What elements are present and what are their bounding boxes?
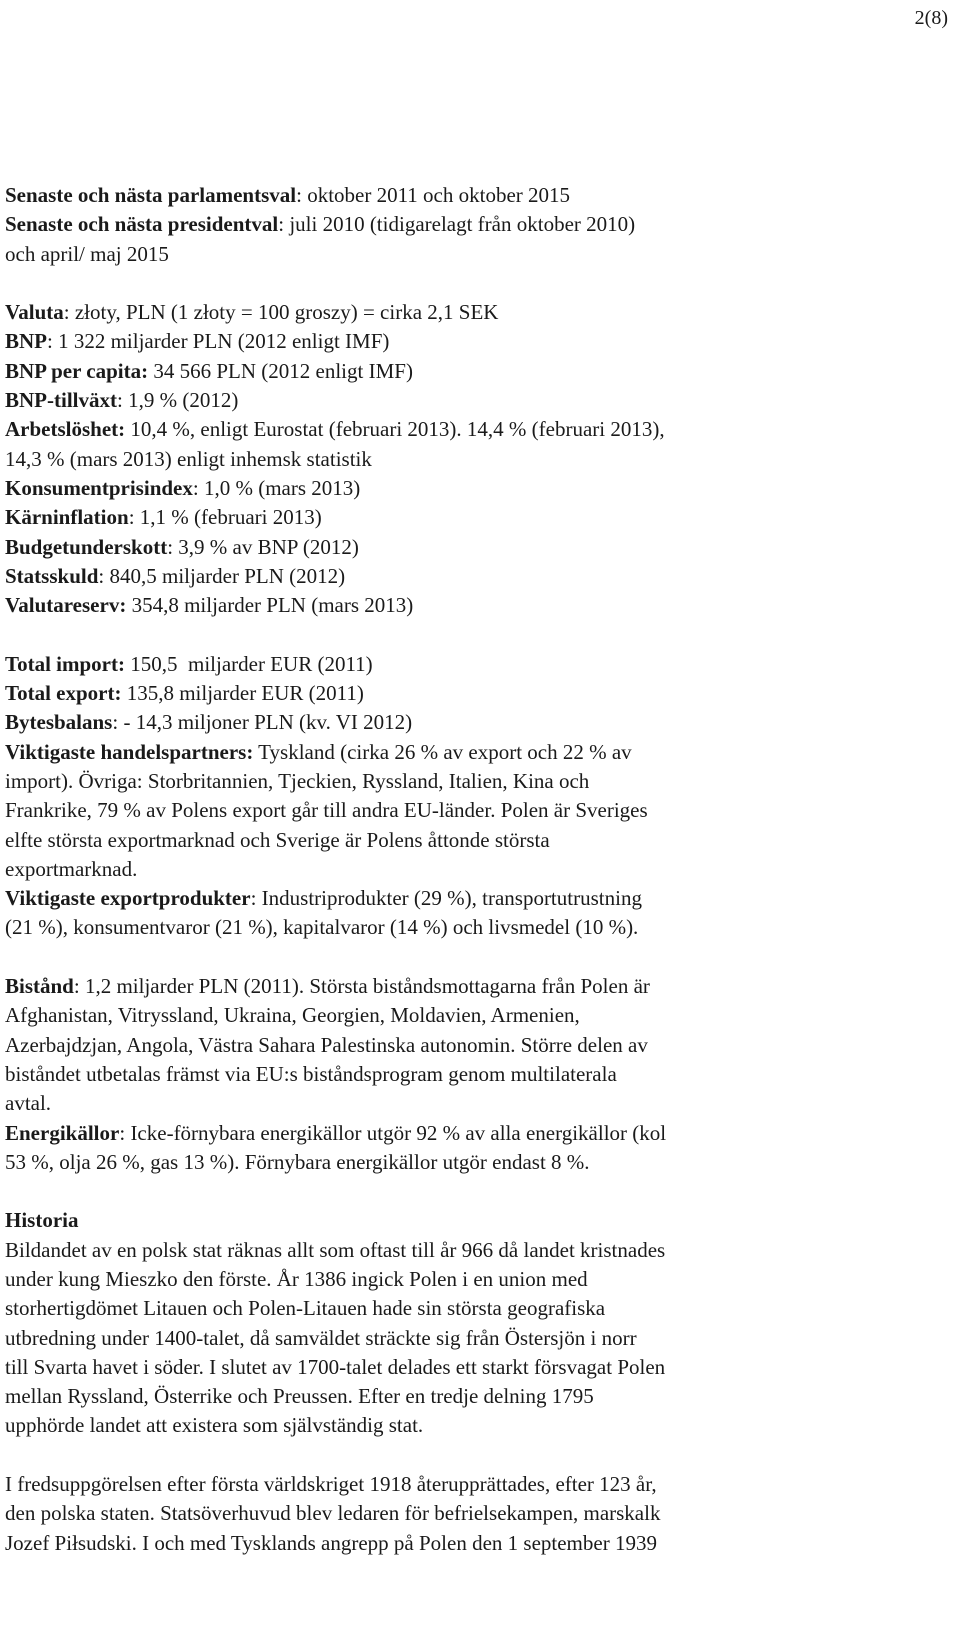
fact-text: exportmarknad. bbox=[5, 856, 138, 881]
fact-text: Tyskland (cirka 26 % av export och 22 % av bbox=[253, 739, 632, 764]
text-line bbox=[5, 1119, 805, 1148]
fact-text: 1,1 % (februari 2013) bbox=[134, 505, 322, 530]
fact-text: I fredsuppgörelsen efter första världskriget 1918 återupprättades, efter 123 år, bbox=[5, 1472, 657, 1497]
text-line bbox=[5, 445, 805, 474]
fact-text: Jozef Piłsudski. I och med Tysklands angrepp på Polen den 1 september 1939 bbox=[5, 1530, 657, 1555]
text-line bbox=[5, 796, 805, 825]
fact-label: Valuta bbox=[5, 300, 64, 325]
label-separator: : bbox=[192, 475, 199, 500]
fact-text: biståndet utbetalas främst via EU:s biståndsprogram genom multilaterala bbox=[5, 1061, 617, 1086]
fact-text: 14,3 % (mars 2013) enligt inhemsk statistik bbox=[5, 446, 372, 471]
text-line bbox=[5, 240, 805, 269]
label-separator: : bbox=[119, 1120, 126, 1145]
fact-text: 1,0 % (mars 2013) bbox=[198, 475, 361, 500]
text-line bbox=[5, 913, 805, 942]
text-line bbox=[5, 1001, 805, 1030]
fact-text: till Svarta havet i söder. I slutet av 1700-talet delades ett starkt försvagat Polen bbox=[5, 1354, 666, 1379]
label-separator: : bbox=[73, 974, 80, 999]
text-line bbox=[5, 1148, 805, 1177]
fact-text: Azerbajdzjan, Angola, Västra Sahara Palestinska autonomin. Större delen av bbox=[5, 1032, 648, 1057]
page-number: 2(8) bbox=[914, 7, 948, 29]
text-line bbox=[5, 357, 805, 386]
label-separator: : bbox=[296, 183, 302, 207]
fact-text: (21 %), konsumentvaror (21 %), kapitalvaror (14 %) och livsmedel (10 %). bbox=[5, 915, 639, 940]
fact-text: 3,9 % av BNP (2012) bbox=[173, 534, 359, 559]
text-line bbox=[5, 1382, 805, 1411]
text-line bbox=[5, 1236, 805, 1265]
text-line bbox=[5, 1353, 805, 1382]
fact-text: 34 566 PLN (2012 enligt IMF) bbox=[148, 358, 413, 383]
text-line bbox=[5, 1206, 805, 1235]
label-separator: : bbox=[112, 710, 119, 735]
fact-label: Senaste och nästa parlamentsval bbox=[5, 183, 297, 207]
text-line bbox=[5, 1060, 805, 1089]
label-separator: : bbox=[63, 300, 70, 325]
text-line bbox=[5, 1265, 805, 1294]
fact-text: oktober 2011 och oktober 2015 bbox=[301, 183, 571, 207]
text-line bbox=[5, 1470, 805, 1499]
text-line bbox=[5, 210, 805, 239]
text-line bbox=[5, 767, 805, 796]
fact-label: Valutareserv: bbox=[5, 593, 127, 618]
fact-label: Bytesbalans bbox=[5, 710, 113, 735]
fact-text: - 14,3 miljoner PLN (kv. VI 2012) bbox=[118, 710, 413, 735]
paragraph-gap bbox=[5, 269, 805, 298]
paragraph-gap bbox=[5, 620, 805, 649]
text-line bbox=[5, 386, 805, 415]
paragraph-gap bbox=[5, 1441, 805, 1470]
fact-label: BNP bbox=[5, 329, 47, 354]
fact-text: Frankrike, 79 % av Polens export går till andra EU-länder. Polen är Sveriges bbox=[5, 798, 648, 823]
fact-label: Senaste och nästa presidentval bbox=[5, 212, 279, 237]
text-line bbox=[5, 591, 805, 620]
fact-text: juli 2010 (tidigarelagt från oktober 2010) bbox=[284, 212, 636, 237]
label-separator: : bbox=[278, 212, 285, 237]
fact-label: BNP per capita: bbox=[5, 358, 149, 383]
text-line bbox=[5, 533, 805, 562]
paragraph-gap bbox=[5, 1177, 805, 1206]
fact-text: utbredning under 1400-talet, då samväldet sträckte sig från Östersjön i norr bbox=[5, 1325, 637, 1350]
fact-label: Viktigaste handelspartners: bbox=[5, 739, 254, 764]
document-body bbox=[5, 181, 805, 1558]
fact-text: under kung Mieszko den förste. År 1386 ingick Polen i en union med bbox=[5, 1266, 588, 1291]
text-line bbox=[5, 181, 805, 210]
text-line bbox=[5, 1411, 805, 1440]
text-line bbox=[5, 1294, 805, 1323]
label-separator: : bbox=[98, 563, 105, 588]
fact-text: upphörde landet att existera som självständig stat. bbox=[5, 1413, 424, 1438]
fact-text: 150,5 miljarder EUR (2011) bbox=[124, 651, 373, 676]
fact-label: BNP-tillväxt bbox=[5, 388, 117, 413]
text-line bbox=[5, 650, 805, 679]
label-separator: : bbox=[128, 505, 135, 530]
text-line bbox=[5, 415, 805, 444]
fact-text: 840,5 miljarder PLN (2012) bbox=[104, 563, 346, 588]
label-separator: : bbox=[116, 388, 123, 413]
fact-text: avtal. bbox=[5, 1091, 52, 1116]
text-line bbox=[5, 679, 805, 708]
text-line bbox=[5, 884, 805, 913]
label-separator: : bbox=[167, 534, 174, 559]
fact-text: złoty, PLN (1 złoty = 100 groszy) = cirka 2,1 SEK bbox=[69, 300, 499, 325]
text-line bbox=[5, 1031, 805, 1060]
fact-text: 10,4 %, enligt Eurostat (februari 2013). 14,4 % (februari 2013), bbox=[125, 417, 665, 442]
fact-label: Bistånd bbox=[5, 974, 74, 999]
text-line bbox=[5, 503, 805, 532]
fact-text: Industriprodukter (29 %), transportutrustning bbox=[256, 886, 642, 911]
fact-label: Total import: bbox=[5, 651, 125, 676]
fact-text: 354,8 miljarder PLN (mars 2013) bbox=[126, 593, 414, 618]
paragraph-gap bbox=[5, 943, 805, 972]
text-line bbox=[5, 474, 805, 503]
fact-text: mellan Ryssland, Österrike och Preussen. Efter en tredje delning 1795 bbox=[5, 1384, 594, 1409]
text-line bbox=[5, 298, 805, 327]
label-separator: : bbox=[47, 329, 53, 354]
fact-text: Icke-förnybara energikällor utgör 92 % av alla energikällor (kol bbox=[125, 1120, 667, 1145]
fact-text: 1,9 % (2012) bbox=[122, 388, 239, 413]
fact-text: 53 %, olja 26 %, gas 13 %). Förnybara energikällor utgör endast 8 %. bbox=[5, 1149, 590, 1174]
text-line bbox=[5, 855, 805, 884]
fact-label: Kärninflation bbox=[5, 505, 129, 530]
fact-text: och april/ maj 2015 bbox=[5, 241, 169, 266]
text-line bbox=[5, 1499, 805, 1528]
text-line bbox=[5, 327, 805, 356]
label-separator: : bbox=[250, 886, 257, 911]
fact-text: Afghanistan, Vitryssland, Ukraina, Georgien, Moldavien, Armenien, bbox=[5, 1003, 580, 1028]
text-line bbox=[5, 738, 805, 767]
fact-text: Bildandet av en polsk stat räknas allt som oftast till år 966 då landet kristnades bbox=[5, 1237, 666, 1262]
fact-text: elfte största exportmarknad och Sverige är Polens åttonde största bbox=[5, 827, 550, 852]
text-line bbox=[5, 1089, 805, 1118]
fact-text: 1,2 miljarder PLN (2011). Största biståndsmottagarna från Polen är bbox=[79, 974, 650, 999]
fact-text: 1 322 miljarder PLN (2012 enligt IMF) bbox=[52, 329, 390, 354]
text-line bbox=[5, 1529, 805, 1558]
fact-text: import). Övriga: Storbritannien, Tjeckien, Ryssland, Italien, Kina och bbox=[5, 768, 590, 793]
fact-label: Total export: bbox=[5, 681, 122, 706]
fact-label: Historia bbox=[5, 1208, 79, 1233]
fact-text: den polska staten. Statsöverhuvud blev ledaren för befrielsekampen, marskalk bbox=[5, 1501, 661, 1526]
text-line bbox=[5, 1324, 805, 1353]
fact-label: Arbetslöshet: bbox=[5, 417, 126, 442]
text-line bbox=[5, 826, 805, 855]
fact-label: Statsskuld bbox=[5, 563, 99, 588]
fact-text: storhertigdömet Litauen och Polen-Litauen hade sin största geografiska bbox=[5, 1296, 606, 1321]
text-line bbox=[5, 708, 805, 737]
text-line bbox=[5, 972, 805, 1001]
fact-text: 135,8 miljarder EUR (2011) bbox=[121, 681, 364, 706]
fact-label: Budgetunderskott bbox=[5, 534, 168, 559]
fact-label: Energikällor bbox=[5, 1120, 120, 1145]
text-line bbox=[5, 562, 805, 591]
fact-label: Viktigaste exportprodukter bbox=[5, 886, 251, 911]
fact-label: Konsumentprisindex bbox=[5, 475, 193, 500]
